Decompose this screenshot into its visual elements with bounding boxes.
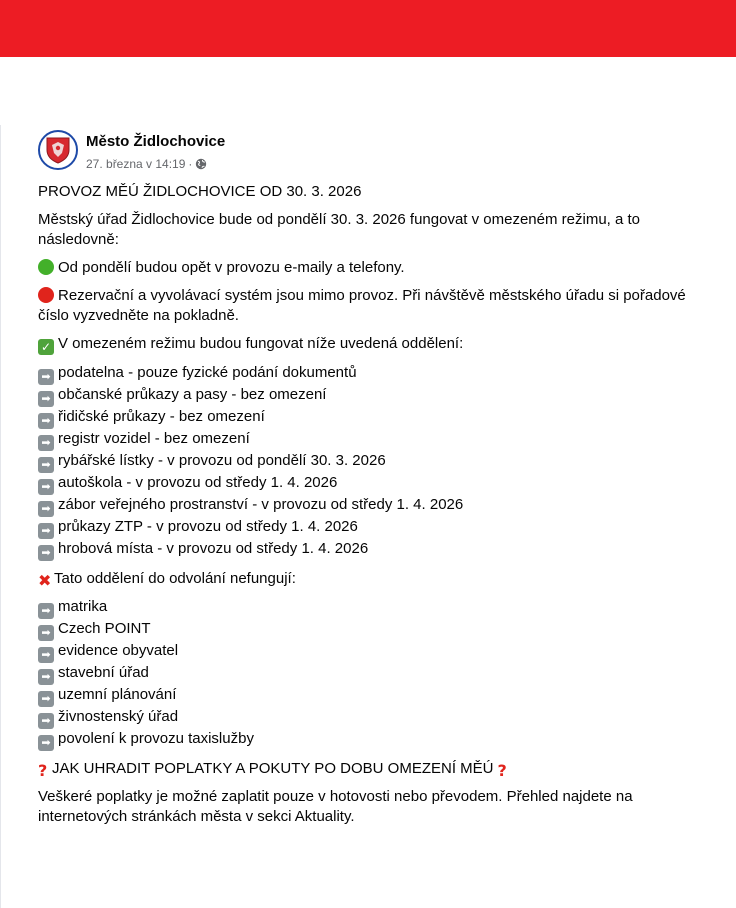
list-item: ➡ hrobová místa - v provozu od středy 1. 4. 2026 (38, 539, 718, 561)
right-arrow-icon: ➡ (38, 647, 54, 663)
right-arrow-icon: ➡ (38, 479, 54, 495)
question-line (38, 759, 718, 779)
right-arrow-icon: ➡ (38, 545, 54, 561)
question-line-text: JAK UHRADIT POPLATKY A POKUTY PO DOBU OMEZENÍ MĚÚ (52, 760, 494, 777)
post-header (38, 130, 718, 172)
list-item: ➡ podatelna - pouze fyzické podání dokumentů (38, 363, 718, 385)
check-line (38, 334, 718, 355)
list-item: ➡ stavební úřad (38, 663, 718, 685)
closed-departments-list (38, 597, 718, 751)
post-intro: Městský úřad Židlochovice bude od pondělí 30. 3. 2026 fungovat v omezeném režimu, a to následovně: (38, 211, 641, 248)
check-line-text: V omezeném režimu budou fungovat níže uvedená oddělení: (58, 335, 464, 352)
right-arrow-icon: ➡ (38, 603, 54, 619)
right-arrow-icon: ➡ (38, 413, 54, 429)
page-name[interactable]: Město Židlochovice (86, 133, 226, 150)
right-arrow-icon: ➡ (38, 691, 54, 707)
working-departments-list (38, 363, 718, 561)
list-item: ➡ uzemní plánování (38, 685, 718, 707)
meta-separator: · (188, 157, 193, 171)
right-arrow-icon: ➡ (38, 457, 54, 473)
page-avatar[interactable] (38, 130, 78, 170)
right-arrow-icon: ➡ (38, 523, 54, 539)
list-item: ➡ zábor veřejného prostranství - v provozu od středy 1. 4. 2026 (38, 495, 718, 517)
right-arrow-icon: ➡ (38, 713, 54, 729)
red-line-text: Rezervační a vyvolávací systém jsou mimo provoz. Při návštěvě městského úřadu si pořadové číslo vyzvedněte na pokladně. (38, 287, 686, 324)
facebook-post (38, 130, 718, 827)
list-item: ➡ povolení k provozu taxislužby (38, 729, 718, 751)
question-mark-icon: ? (497, 761, 507, 780)
right-arrow-icon: ➡ (38, 625, 54, 641)
list-item: ➡ matrika (38, 597, 718, 619)
post-meta (86, 156, 225, 172)
right-arrow-icon: ➡ (38, 501, 54, 517)
right-arrow-icon: ➡ (38, 391, 54, 407)
right-arrow-icon: ➡ (38, 669, 54, 685)
green-line (38, 258, 718, 278)
check-mark-icon: ✓ (38, 339, 54, 355)
list-item: ➡ rybářské lístky - v provozu od pondělí 30. 3. 2026 (38, 451, 718, 473)
list-item: ➡ průkazy ZTP - v provozu od středy 1. 4. 2026 (38, 517, 718, 539)
list-item: ➡ evidence obyvatel (38, 641, 718, 663)
right-arrow-icon: ➡ (38, 369, 54, 385)
globe-icon[interactable] (195, 158, 207, 170)
red-circle-icon (38, 287, 54, 303)
left-divider (0, 125, 1, 908)
list-item: ➡ živnostenský úřad (38, 707, 718, 729)
cross-line (38, 569, 718, 589)
cross-line-text: Tato oddělení do odvolání nefungují: (54, 570, 296, 587)
post-timestamp[interactable]: 27. března v 14:19 (86, 157, 186, 171)
green-line-text: Od pondělí budou opět v provozu e-maily a telefony. (58, 259, 405, 276)
cross-mark-icon: ✖ (38, 571, 52, 590)
post-title: PROVOZ MĚÚ ŽIDLOCHOVICE OD 30. 3. 2026 (38, 183, 362, 200)
list-item: ➡ Czech POINT (38, 619, 718, 641)
post-body (38, 182, 718, 827)
right-arrow-icon: ➡ (38, 735, 54, 751)
list-item: ➡ registr vozidel - bez omezení (38, 429, 718, 451)
list-item: ➡ řidičské průkazy - bez omezení (38, 407, 718, 429)
green-circle-icon (38, 259, 54, 275)
top-bar (0, 0, 736, 57)
red-line (38, 286, 718, 326)
payment-note: Veškeré poplatky je možné zaplatit pouze v hotovosti nebo převodem. Přehled najdete na internetových stránkách města v sekci Aktuality. (38, 788, 633, 825)
right-arrow-icon: ➡ (38, 435, 54, 451)
question-mark-icon: ? (38, 761, 48, 780)
list-item: ➡ autoškola - v provozu od středy 1. 4. 2026 (38, 473, 718, 495)
list-item: ➡ občanské průkazy a pasy - bez omezení (38, 385, 718, 407)
coat-of-arms-icon (45, 136, 71, 164)
